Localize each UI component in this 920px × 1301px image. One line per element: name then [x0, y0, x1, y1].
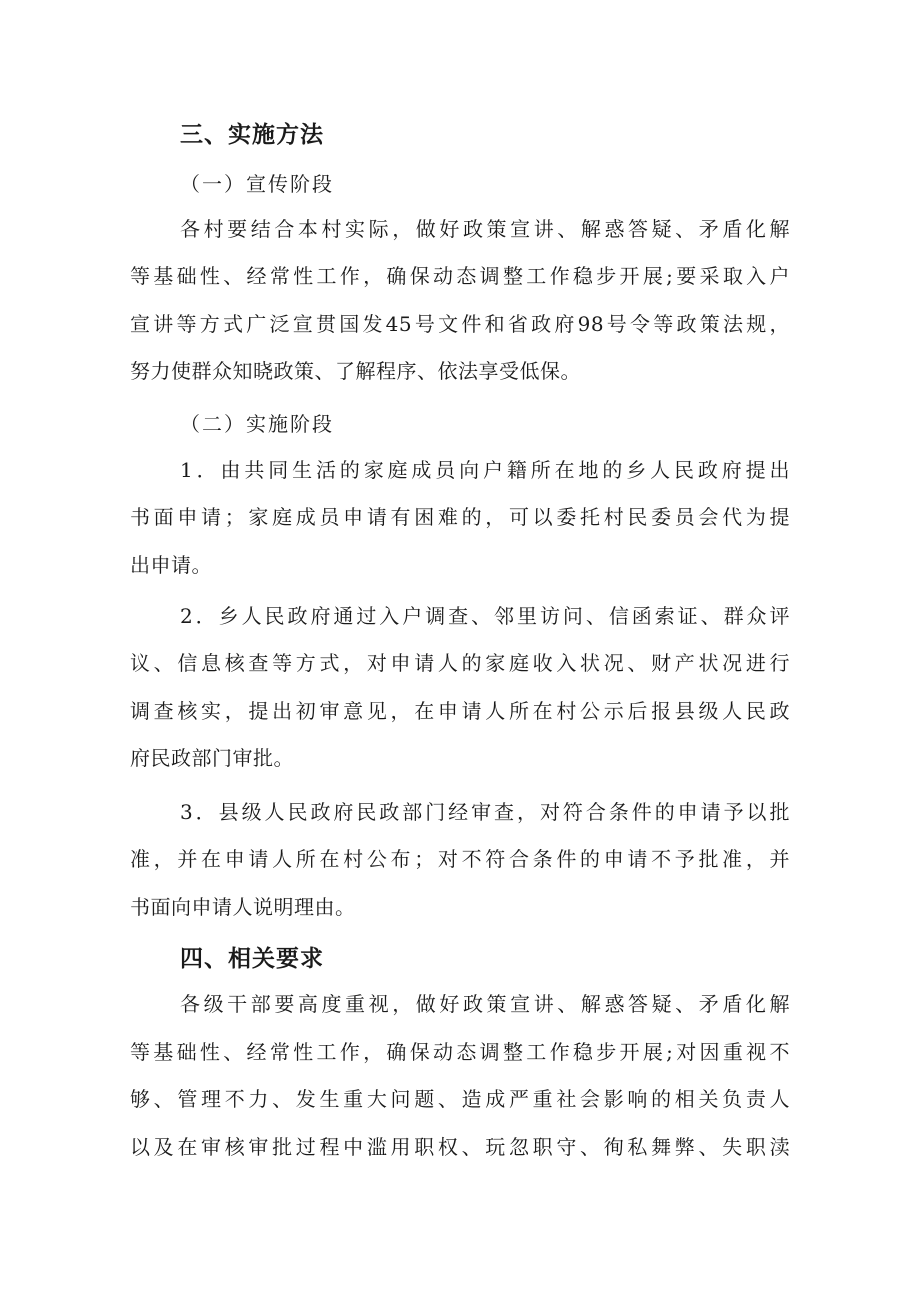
paragraph-line: 3．县级人民政府民政部门经审查，对符合条件的申请予以批 — [180, 800, 790, 824]
paragraph-line: 以及在审核审批过程中滥用职权、玩忽职守、徇私舞弊、失职渎 — [130, 1135, 790, 1159]
section-4-heading: 四、相关要求 — [180, 946, 324, 972]
paragraph-line: 努力使群众知晓政策、了解程序、依法享受低保。 — [130, 359, 581, 383]
paragraph-line: 够、管理不力、发生重大问题、造成严重社会影响的相关负责人 — [130, 1087, 790, 1111]
subsection-2-heading: （二）实施阶段 — [180, 412, 334, 436]
paragraph-line: 议、信息核查等方式，对申请人的家庭收入状况、财产状况进行 — [130, 651, 790, 675]
paragraph-line: 书面向申请人说明理由。 — [130, 895, 356, 919]
paragraph-line: 等基础性、经常性工作，确保动态调整工作稳步开展;对因重视不 — [130, 1040, 790, 1064]
paragraph-line: 调查核实，提出初审意见，在申请人所在村公示后报县级人民政 — [130, 699, 790, 723]
paragraph-line: 2．乡人民政府通过入户调查、邻里访问、信函索证、群众评 — [180, 604, 790, 628]
paragraph-line: 出申请。 — [130, 553, 212, 577]
subsection-1-heading: （一）宣传阶段 — [180, 172, 334, 196]
paragraph-line: 府民政部门审批。 — [130, 746, 294, 770]
paragraph-line: 等基础性、经常性工作，确保动态调整工作稳步开展;要采取入户 — [130, 264, 790, 288]
paragraph-line: 1．由共同生活的家庭成员向户籍所在地的乡人民政府提出 — [180, 458, 790, 482]
section-3-heading: 三、实施方法 — [180, 122, 324, 148]
paragraph-line: 准，并在申请人所在村公布；对不符合条件的申请不予批准，并 — [130, 847, 790, 871]
paragraph-line: 书面申请；家庭成员申请有困难的，可以委托村民委员会代为提 — [130, 505, 790, 529]
paragraph-line: 各村要结合本村实际，做好政策宣讲、解惑答疑、矛盾化解 — [180, 217, 790, 241]
paragraph-line: 各级干部要高度重视，做好政策宣讲、解惑答疑、矛盾化解 — [180, 992, 790, 1016]
paragraph-line: 宣讲等方式广泛宣贯国发45号文件和省政府98号令等政策法规， — [130, 312, 790, 336]
